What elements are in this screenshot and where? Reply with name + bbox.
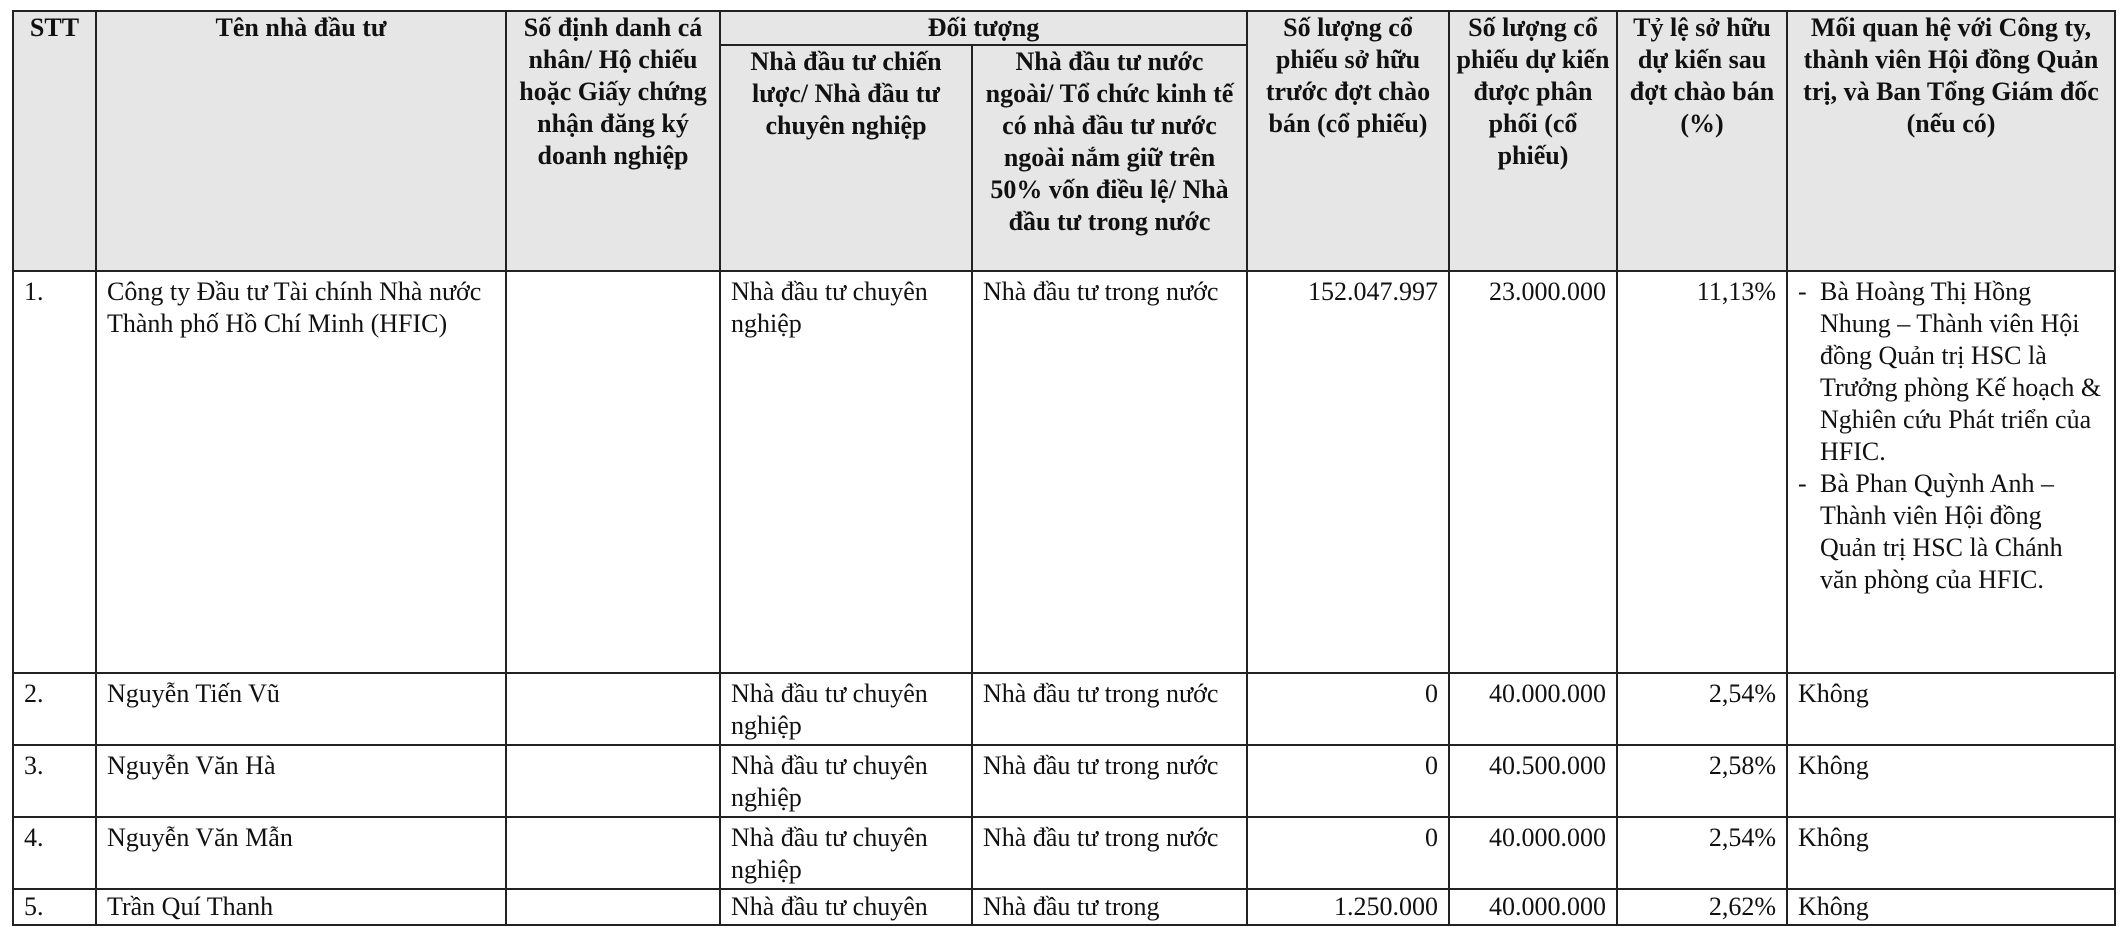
- header-id-number: Số định danh cá nhân/ Hộ chiếu hoặc Giấy chứng nhận đăng ký doanh nghiệp: [506, 11, 720, 271]
- table-row: [13, 271, 2115, 673]
- cell-id-number: [506, 271, 720, 673]
- header-stt: STT: [13, 11, 96, 271]
- cell-subject-foreign: Nhà đầu tư trong nước: [972, 745, 1247, 817]
- header-shares-before: Số lượng cổ phiếu sở hữu trước đợt chào bán (cổ phiếu): [1247, 11, 1449, 271]
- cell-relationship: Không: [1787, 889, 2115, 925]
- header-relationship: Mối quan hệ với Công ty, thành viên Hội đồng Quản trị, và Ban Tổng Giám đốc (nếu có): [1787, 11, 2115, 271]
- cell-subject-strategic: Nhà đầu tư chuyên: [720, 889, 972, 925]
- cell-shares-before: 0: [1247, 745, 1449, 817]
- cell-shares-before: 0: [1247, 817, 1449, 889]
- table-row: [13, 673, 2115, 745]
- cell-investor-name: Nguyễn Văn Mẫn: [96, 817, 506, 889]
- header-row: [13, 11, 2115, 45]
- cell-investor-name: Công ty Đầu tư Tài chính Nhà nước Thành phố Hồ Chí Minh (HFIC): [96, 271, 506, 673]
- header-investor-name: Tên nhà đầu tư: [96, 11, 506, 271]
- cell-subject-foreign: Nhà đầu tư trong: [972, 889, 1247, 925]
- cell-shares-before: 152.047.997: [1247, 271, 1449, 673]
- cell-subject-foreign: Nhà đầu tư trong nước: [972, 271, 1247, 673]
- cell-stt: 5.: [13, 889, 96, 925]
- cell-relationship: Không: [1787, 817, 2115, 889]
- cell-investor-name: Nguyễn Tiến Vũ: [96, 673, 506, 745]
- cell-shares-allocated: 23.000.000: [1449, 271, 1617, 673]
- cell-shares-before: 0: [1247, 673, 1449, 745]
- cell-relationship: [1787, 271, 2115, 673]
- cell-relationship: Không: [1787, 745, 2115, 817]
- header-subject-strategic: Nhà đầu tư chiến lược/ Nhà đầu tư chuyên nghiệp: [720, 45, 972, 271]
- table-row: [13, 745, 2115, 817]
- cell-ownership-after: 2,54%: [1617, 817, 1787, 889]
- cell-ownership-after: 11,13%: [1617, 271, 1787, 673]
- cell-ownership-after: 2,54%: [1617, 673, 1787, 745]
- investor-table: [12, 10, 2116, 926]
- cell-ownership-after: 2,62%: [1617, 889, 1787, 925]
- cell-shares-allocated: 40.000.000: [1449, 889, 1617, 925]
- cell-id-number: [506, 817, 720, 889]
- cell-shares-allocated: 40.500.000: [1449, 745, 1617, 817]
- cell-stt: 1.: [13, 271, 96, 673]
- cell-shares-allocated: 40.000.000: [1449, 673, 1617, 745]
- relationship-item: - Bà Hoàng Thị Hồng Nhung – Thành viên Hội đồng Quản trị HSC là Trưởng phòng Kế hoạch & Nghiên cứu Phát triển của HFIC.: [1798, 276, 2104, 468]
- table-row: [13, 889, 2115, 925]
- cell-stt: 3.: [13, 745, 96, 817]
- cell-subject-strategic: Nhà đầu tư chuyên nghiệp: [720, 745, 972, 817]
- cell-subject-strategic: Nhà đầu tư chuyên nghiệp: [720, 271, 972, 673]
- cell-subject-foreign: Nhà đầu tư trong nước: [972, 817, 1247, 889]
- relationship-item: - Bà Phan Quỳnh Anh – Thành viên Hội đồng Quản trị HSC là Chánh văn phòng của HFIC.: [1798, 468, 2104, 596]
- cell-id-number: [506, 673, 720, 745]
- header-subject-group: Đối tượng: [720, 11, 1247, 45]
- cell-ownership-after: 2,58%: [1617, 745, 1787, 817]
- cell-id-number: [506, 745, 720, 817]
- cell-shares-allocated: 40.000.000: [1449, 817, 1617, 889]
- cell-subject-strategic: Nhà đầu tư chuyên nghiệp: [720, 817, 972, 889]
- header-subject-foreign: Nhà đầu tư nước ngoài/ Tổ chức kinh tế có nhà đầu tư nước ngoài nắm giữ trên 50% vốn điều lệ/ Nhà đầu tư trong nước: [972, 45, 1247, 271]
- cell-subject-strategic: Nhà đầu tư chuyên nghiệp: [720, 673, 972, 745]
- header-shares-allocated: Số lượng cổ phiếu dự kiến được phân phối (cổ phiếu): [1449, 11, 1617, 271]
- relationship-list: [1798, 276, 2104, 596]
- cell-stt: 4.: [13, 817, 96, 889]
- cell-stt: 2.: [13, 673, 96, 745]
- cell-subject-foreign: Nhà đầu tư trong nước: [972, 673, 1247, 745]
- cell-id-number: [506, 889, 720, 925]
- cell-shares-before: 1.250.000: [1247, 889, 1449, 925]
- header-ownership-after: Tỷ lệ sở hữu dự kiến sau đợt chào bán (%): [1617, 11, 1787, 271]
- cell-investor-name: Nguyễn Văn Hà: [96, 745, 506, 817]
- table-row: [13, 817, 2115, 889]
- cell-investor-name: Trần Quí Thanh: [96, 889, 506, 925]
- cell-relationship: Không: [1787, 673, 2115, 745]
